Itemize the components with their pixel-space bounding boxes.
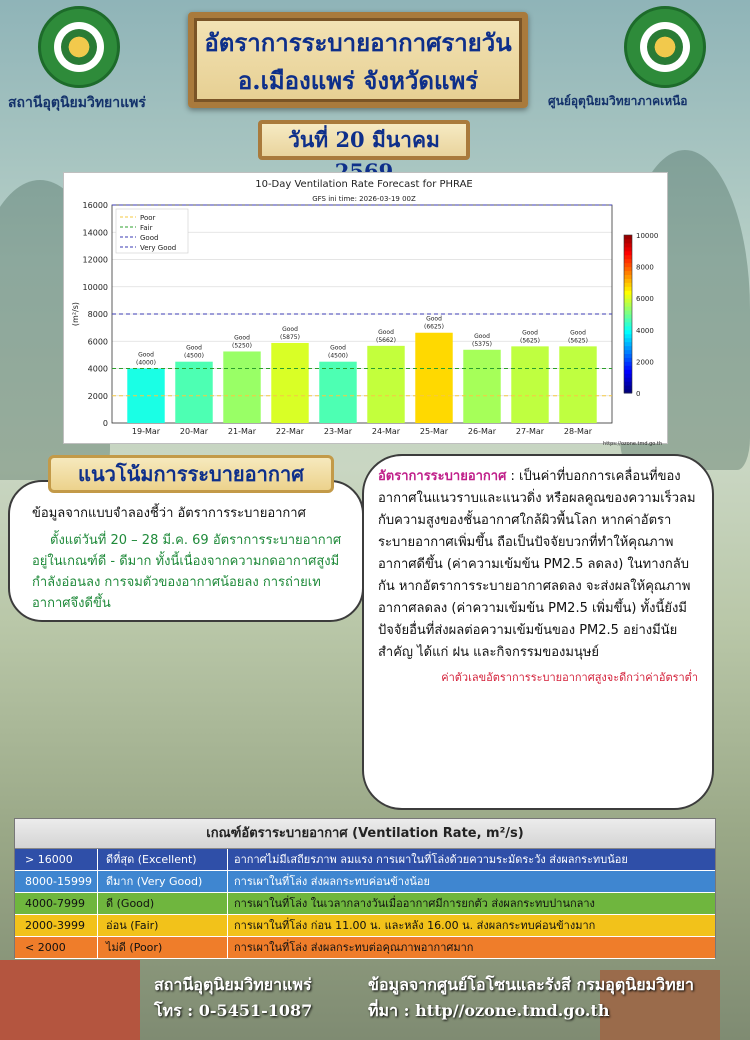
x-tick-label: 25-Mar xyxy=(419,427,449,436)
title-board xyxy=(188,12,528,108)
chart-subtitle: GFS ini time: 2026-03-19 00Z xyxy=(312,195,416,203)
x-tick-label: 28-Mar xyxy=(563,427,593,436)
y-tick-label: 14000 xyxy=(82,228,108,238)
y-tick-label: 16000 xyxy=(82,201,108,210)
colorbar-segment xyxy=(624,314,632,318)
colorbar-tick-label: 2000 xyxy=(636,358,654,367)
colorbar-segment xyxy=(624,306,632,310)
colorbar-segment xyxy=(624,290,632,294)
x-tick-label: 23-Mar xyxy=(323,427,353,436)
bar-value-label: (5625) xyxy=(520,337,540,345)
criteria-desc: การเผาในที่โล่ง ในเวลากลางวันเมื่ออากาศมีการยกตัว ส่งผลกระทบปานกลาง xyxy=(227,893,715,914)
colorbar-segment xyxy=(624,361,632,365)
station-phone: โทร : 0-5451-1087 xyxy=(154,1001,313,1020)
colorbar-segment xyxy=(624,271,632,275)
definition-body: : เป็นค่าที่บอกการเคลื่อนที่ของอากาศในแนวราบและแนวดิ่ง หรือผลคูณของความเร็วลมกับความสูงของชั้นอากาศใกล้ผิวพื้นโลก หากค่าอัตราระบายอากาศเพิ่มขึ้น ถือเป็นปัจจัยบวกที่ทำให้คุณภาพอากาศดีขึ้น (ค่าความเข้มข้น PM2.5 ลดลง) ในทางกลับกัน หากอัตราการระบายอากาศลดลง จะส่งผลให้คุณภาพอากาศลดลง (ค่าความเข้มข้น PM2.5 เพิ่มขึ้น) ทั้งนี้ยังมีปัจจัยอื่นที่ส่งผลต่อความเข้มข้นของ PM2.5 อย่างมีนัยสำคัญ ได้แก่ ฝน และกิจกรรมของมนุษย์ xyxy=(378,469,696,660)
footer-source xyxy=(368,972,694,1024)
y-tick-label: 12000 xyxy=(82,255,108,265)
bar-value-label: (5625) xyxy=(568,337,588,345)
colorbar-segment xyxy=(624,369,632,373)
y-tick-label: 4000 xyxy=(87,364,108,374)
trend-detail: ตั้งแต่วันที่ 20 – 28 มี.ค. 69 อัตราการระบายอากาศอยู่ในเกณฑ์ดี - ดีมาก ทั้งนี้เนื่องจากความกดอากาศสูงมีกำลังอ่อนลง การจมตัวของอากาศน้อยลง การถ่ายเทอากาศจึงดีขึ้น xyxy=(32,533,342,611)
colorbar-segment xyxy=(624,354,632,358)
title-line2: อ.เมืองแพร่ จังหวัดแพร่ xyxy=(237,66,479,95)
date-label: วันที่ 20 มีนาคม xyxy=(258,120,470,160)
bar-value-label: (5250) xyxy=(232,342,252,350)
criteria-level: ดี (Good) xyxy=(97,893,227,914)
colorbar-segment xyxy=(624,239,632,243)
ventilation-chart xyxy=(63,172,668,447)
bar-category-label: Good xyxy=(186,344,202,352)
colorbar-segment xyxy=(624,334,632,338)
definition-card xyxy=(362,454,714,810)
chart-bar xyxy=(367,346,404,423)
colorbar-segment xyxy=(624,373,632,377)
trend-heading: แนวโน้มการระบายอากาศ xyxy=(48,455,334,493)
bar-category-label: Good xyxy=(522,329,538,337)
bar-value-label: (4500) xyxy=(328,352,348,360)
x-tick-label: 24-Mar xyxy=(371,427,401,436)
colorbar-segment xyxy=(624,322,632,326)
criteria-range: 8000-15999 xyxy=(25,875,92,888)
colorbar-segment xyxy=(624,346,632,350)
colorbar-segment xyxy=(624,255,632,259)
colorbar-segment xyxy=(624,235,632,239)
y-tick-label: 6000 xyxy=(87,337,108,347)
bar-value-label: (6625) xyxy=(424,323,444,331)
criteria-desc: การเผาในที่โล่ง ส่งผลกระทบต่อคุณภาพอากาศมาก xyxy=(227,937,715,958)
footer-station xyxy=(154,972,312,1024)
x-tick-label: 22-Mar xyxy=(275,427,305,436)
title-line1: อัตราการระบายอากาศรายวัน xyxy=(204,28,512,57)
criteria-range: 2000-3999 xyxy=(25,919,85,932)
criteria-range: < 2000 xyxy=(25,941,66,954)
colorbar-segment xyxy=(624,267,632,271)
criteria-level: ไม่ดี (Poor) xyxy=(97,937,227,958)
criteria-level: ดีที่สุด (Excellent) xyxy=(97,849,227,870)
colorbar-segment xyxy=(624,318,632,322)
chart-bar xyxy=(559,346,596,423)
criteria-table xyxy=(14,818,716,958)
criteria-row xyxy=(15,915,715,937)
colorbar-segment xyxy=(624,294,632,298)
criteria-range: > 16000 xyxy=(25,853,73,866)
chart-bar xyxy=(415,333,452,423)
criteria-range: 4000-7999 xyxy=(25,897,85,910)
colorbar-segment xyxy=(624,251,632,255)
x-tick-label: 21-Mar xyxy=(227,427,257,436)
colorbar-segment xyxy=(624,263,632,267)
colorbar-segment xyxy=(624,342,632,346)
colorbar-tick-label: 4000 xyxy=(636,326,654,335)
colorbar-segment xyxy=(624,298,632,302)
legend-label: Very Good xyxy=(140,244,177,252)
criteria-title: เกณฑ์อัตราระบายอากาศ (Ventilation Rate, m²/s) xyxy=(15,819,715,849)
source-text: ข้อมูลจากศูนย์โอโซนและรังสี กรมอุตุนิยมวิทยา xyxy=(368,975,695,994)
criteria-desc: การเผาในที่โล่ง ก่อน 11.00 น. และหลัง 16.00 น. ส่งผลกระทบค่อนข้างมาก xyxy=(227,915,715,936)
bar-category-label: Good xyxy=(234,334,250,342)
criteria-row xyxy=(15,871,715,893)
x-tick-label: 19-Mar xyxy=(131,427,161,436)
right-org-name: ศูนย์อุตุนิยมวิทยาภาคเหนือ xyxy=(548,94,688,108)
chart-source: https://ozone.tmd.go.th xyxy=(603,441,662,447)
bar-value-label: (5875) xyxy=(280,333,300,341)
definition-text xyxy=(378,466,698,664)
legend-label: Poor xyxy=(140,214,156,222)
criteria-row xyxy=(15,849,715,871)
chart-bar xyxy=(223,351,260,423)
bar-category-label: Good xyxy=(138,351,154,359)
colorbar-segment xyxy=(624,286,632,290)
chart-bar xyxy=(175,362,212,423)
bar-category-label: Good xyxy=(474,332,490,340)
colorbar-segment xyxy=(624,282,632,286)
bar-category-label: Good xyxy=(570,329,586,337)
source-url[interactable]: ที่มา : http//ozone.tmd.go.th xyxy=(368,1001,610,1020)
criteria-desc: อากาศไม่มีเสถียรภาพ ลมแรง การเผาในที่โล่งด้วยความระมัดระวัง ส่งผลกระทบน้อย xyxy=(227,849,715,870)
bar-value-label: (5375) xyxy=(472,340,492,348)
chart-bar xyxy=(319,362,356,423)
chart-bar xyxy=(463,350,500,423)
definition-note: ค่าตัวเลขอัตราการระบายอากาศสูงจะดีกว่าค่าอัตราต่ำ xyxy=(441,671,698,684)
chart-bar xyxy=(271,343,308,423)
colorbar-segment xyxy=(624,302,632,306)
trend-card xyxy=(8,480,364,622)
x-tick-label: 26-Mar xyxy=(467,427,497,436)
legend-label: Fair xyxy=(140,224,153,232)
criteria-level: อ่อน (Fair) xyxy=(97,915,227,936)
legend-label: Good xyxy=(140,234,159,242)
criteria-level: ดีมาก (Very Good) xyxy=(97,871,227,892)
y-axis-label: (m²/s) xyxy=(71,301,80,327)
criteria-row xyxy=(15,937,715,959)
left-org-name: สถานีอุตุนิยมวิทยาแพร่ xyxy=(8,95,146,111)
colorbar-segment xyxy=(624,326,632,330)
background-building xyxy=(0,960,140,1040)
station-name: สถานีอุตุนิยมวิทยาแพร่ xyxy=(154,975,312,994)
colorbar-segment xyxy=(624,278,632,282)
chart-title: 10-Day Ventilation Rate Forecast for PHRAE xyxy=(255,179,473,190)
bar-value-label: (5662) xyxy=(376,336,396,344)
bar-category-label: Good xyxy=(330,344,346,352)
chart-svg xyxy=(64,173,667,447)
x-tick-label: 27-Mar xyxy=(515,427,545,436)
colorbar-tick-label: 0 xyxy=(636,390,641,398)
colorbar-segment xyxy=(624,365,632,369)
right-logo xyxy=(624,6,706,88)
left-logo xyxy=(38,6,120,88)
colorbar-segment xyxy=(624,385,632,389)
colorbar-segment xyxy=(624,259,632,263)
chart-bar xyxy=(127,369,164,424)
bar-category-label: Good xyxy=(426,315,442,323)
definition-term: อัตราการระบายอากาศ xyxy=(378,469,507,484)
colorbar-segment xyxy=(624,357,632,361)
y-tick-label: 0 xyxy=(102,419,108,428)
criteria-desc: การเผาในที่โล่ง ส่งผลกระทบค่อนข้างน้อย xyxy=(227,871,715,892)
criteria-row xyxy=(15,893,715,915)
colorbar-segment xyxy=(624,275,632,279)
colorbar-tick-label: 6000 xyxy=(636,295,654,304)
colorbar-segment xyxy=(624,377,632,381)
bar-value-label: (4500) xyxy=(184,352,204,360)
colorbar-segment xyxy=(624,350,632,354)
colorbar-segment xyxy=(624,338,632,342)
colorbar-segment xyxy=(624,247,632,251)
colorbar-tick-label: 8000 xyxy=(636,263,654,272)
trend-intro: ข้อมูลจากแบบจำลองชี้ว่า อัตราการระบายอากาศ xyxy=(32,506,306,521)
colorbar-segment xyxy=(624,310,632,314)
y-tick-label: 2000 xyxy=(87,391,108,401)
chart-bar xyxy=(511,346,548,423)
bar-category-label: Good xyxy=(378,328,394,336)
bar-value-label: (4000) xyxy=(136,359,156,367)
colorbar-segment xyxy=(624,243,632,247)
colorbar-tick-label: 10000 xyxy=(636,232,659,240)
colorbar-segment xyxy=(624,381,632,385)
bar-category-label: Good xyxy=(282,325,298,333)
y-tick-label: 8000 xyxy=(87,310,108,319)
colorbar-segment xyxy=(624,330,632,334)
y-tick-label: 10000 xyxy=(82,282,108,292)
x-tick-label: 20-Mar xyxy=(179,427,209,436)
